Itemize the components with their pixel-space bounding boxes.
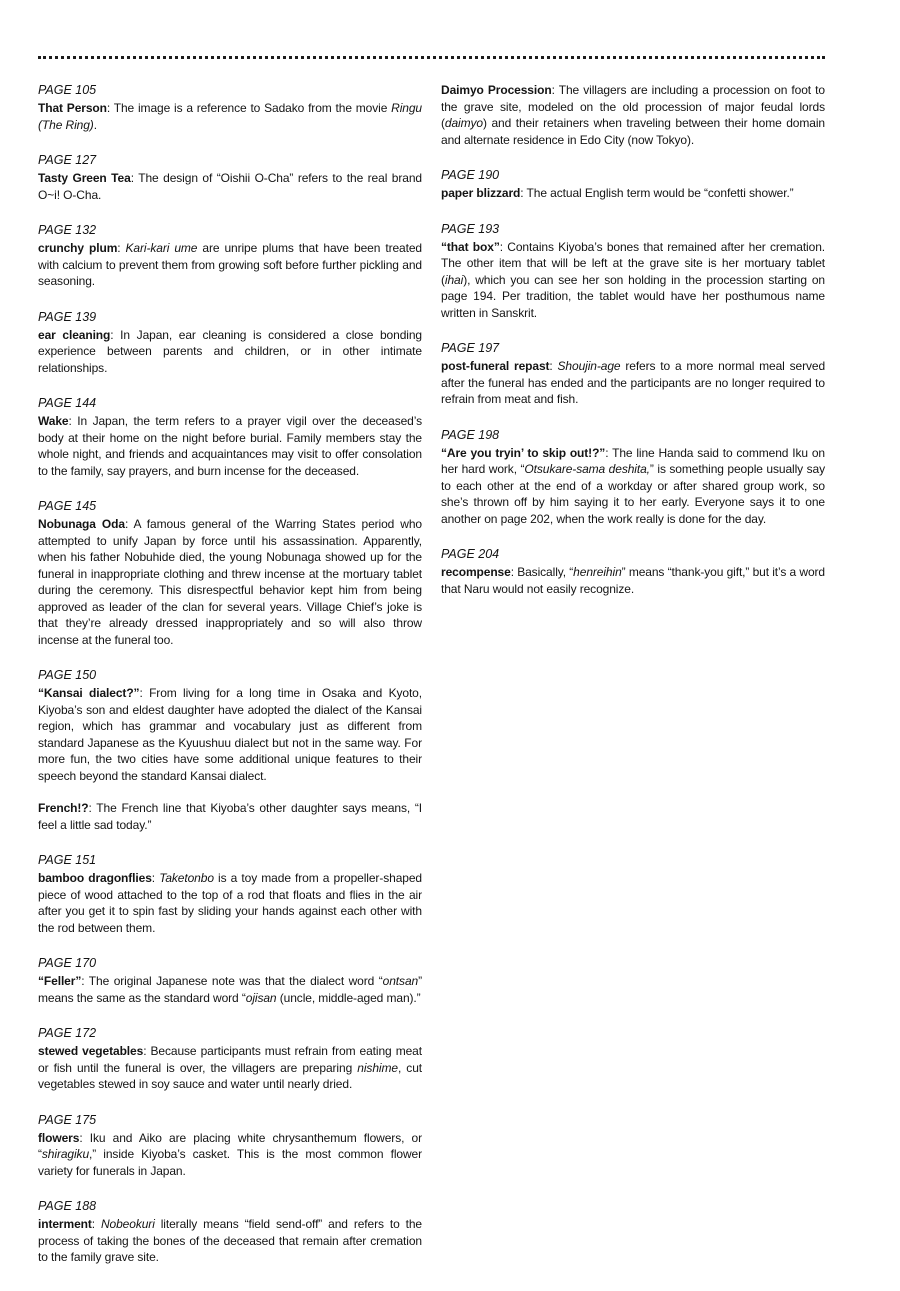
page-number-heading: PAGE 172 <box>38 1026 97 1040</box>
note-block <box>38 667 422 833</box>
note-text: . <box>93 117 97 132</box>
note-entry <box>38 413 422 479</box>
note-text: Shoujin-age <box>557 359 621 373</box>
note-text: daimyo <box>444 116 483 130</box>
notes-column-left <box>38 82 422 1285</box>
note-block <box>38 309 422 377</box>
page-number-heading: PAGE 190 <box>441 168 500 182</box>
note-term: recompense <box>441 565 511 579</box>
notes-columns <box>38 82 825 1285</box>
note-block <box>38 395 422 479</box>
note-text: Taketonbo <box>159 871 214 885</box>
note-text: : Iku and Aiko are placing white chrysanthemum flowers, or “ <box>38 1130 422 1161</box>
note-term: That Person <box>38 101 107 115</box>
page-number-heading: PAGE 127 <box>38 153 97 167</box>
note-text: ” means “thank-you gift,” but it’s a word that Naru would not easily recognize. <box>441 565 825 596</box>
note-text: ” means the same as the standard word “ <box>38 974 422 1005</box>
note-block <box>441 167 825 202</box>
note-text: : <box>549 359 558 373</box>
note-text: : The original Japanese note was that the dialect word “ <box>81 974 383 988</box>
page-number-heading: PAGE 145 <box>38 499 97 513</box>
note-text: is a toy made from a propeller-shaped piece of wood attached to the top of a rod that floats and flies in the air after you get it to spin fast by sliding your hands against each other with the rod between them. <box>38 871 422 935</box>
page-number-heading: PAGE 132 <box>38 223 97 237</box>
note-block <box>38 1025 422 1093</box>
note-text: Otsukare-sama deshita, <box>524 462 650 476</box>
note-block <box>441 340 825 408</box>
note-entry <box>441 185 825 202</box>
note-entry <box>38 516 422 648</box>
note-block <box>441 82 825 148</box>
note-text: : From living for a long time in Osaka and Kyoto, Kiyoba’s son and eldest daughter have adopted the dialect of the Kansai region, which has grammar and vocabulary just as different from standard Japanese as the Kyuushuu dialect but not in the same way. For more fun, the two cities have some additional unique features to their speech beyond the standard Kansai dialect. <box>38 686 422 783</box>
note-text: ihai <box>444 272 464 287</box>
note-term: Tasty Green Tea <box>38 171 131 185</box>
note-block <box>38 152 422 203</box>
note-entry <box>441 445 825 528</box>
note-term: stewed vegetables <box>38 1044 144 1058</box>
note-text: henreihin <box>573 565 622 579</box>
note-text: : <box>117 241 126 255</box>
note-entry <box>38 170 422 203</box>
page-number-heading: PAGE 105 <box>38 83 97 97</box>
note-text: ontsan <box>382 974 419 988</box>
note-text: , cut vegetables stewed in soy sauce and water until nearly dried. <box>38 1060 422 1091</box>
note-entry <box>441 358 825 408</box>
note-term: French!? <box>38 801 89 815</box>
page-number-heading: PAGE 144 <box>38 396 97 410</box>
page-number-heading: PAGE 175 <box>38 1112 97 1127</box>
note-text: shiragiku <box>41 1147 90 1161</box>
note-entry <box>441 564 825 597</box>
note-text: : The villagers are including a procession on foot to the grave site, modeled on the old procession of major feudal lords ( <box>441 83 825 130</box>
page-number-heading: PAGE 139 <box>38 309 97 324</box>
note-block <box>38 222 422 290</box>
note-text: refers to a more normal meal served after the funeral has ended and the participants are no longer required to refrain from meat and fish. <box>441 359 826 406</box>
note-entry <box>38 1130 422 1180</box>
note-block <box>38 1112 422 1180</box>
note-text: : A famous general of the Warring States period who attempted to unify Japan by force until his assassination. Apparently, when his father Nobuhide died, the young Nobunaga showed up for the funeral in inappropriate clothing and threw incense at the mortuary tablet during the ceremony. This disrespectful behavior kept him from being approved as leader of the clan for several years. Village Chief’s joke is that they’re already dressed inappropriately and so will also throw incense at the funeral too. <box>38 517 422 647</box>
note-block <box>441 221 825 322</box>
note-term: “Kansai dialect?” <box>38 686 140 700</box>
note-text: : Because participants must refrain from eating meat or fish until the funeral is over, the villagers are preparing <box>38 1044 422 1075</box>
page-number-heading: PAGE 170 <box>38 956 97 970</box>
note-term: interment <box>38 1217 92 1231</box>
note-text: : The actual English term would be “confetti shower.” <box>520 186 794 200</box>
note-text: : Contains Kiyoba’s bones that remained after her cremation. The other item that will be left at the grave site is her mortuary tablet ( <box>441 239 825 287</box>
note-text: : In Japan, ear cleaning is considered a close bonding experience between parents and children, or in other intimate relationships. <box>38 327 422 375</box>
note-text: ” is something people usually say to each other at the end of a workday or after shared group work, so she’s thrown off by him saying it to her early. Everyone says it to one another on page 202, when the work really is done for the day. <box>441 462 825 526</box>
note-text: ,” inside Kiyoba’s casket. This is the most common flower variety for funerals in Japan. <box>38 1147 422 1178</box>
note-term: “that box” <box>441 239 500 254</box>
note-block <box>38 852 422 936</box>
notes-column-right <box>441 82 825 616</box>
note-block <box>38 498 422 648</box>
note-entry <box>441 82 825 148</box>
note-term: Wake <box>38 414 69 428</box>
note-term: post-funeral repast <box>441 359 550 373</box>
note-entry <box>38 800 422 833</box>
note-term: ear cleaning <box>38 327 111 342</box>
note-text: : <box>91 1217 101 1231</box>
note-text: Ringu (The Ring) <box>38 101 422 132</box>
page-number-heading: PAGE 151 <box>38 853 97 867</box>
note-block <box>441 427 825 528</box>
note-term: crunchy plum <box>38 241 118 255</box>
note-text: nishime <box>357 1060 398 1075</box>
note-term: paper blizzard <box>441 186 521 200</box>
note-text: : The image is a reference to Sadako from the movie <box>106 101 392 115</box>
note-term: bamboo dragonflies <box>38 871 152 885</box>
note-text: : In Japan, the term refers to a prayer vigil over the deceased’s body at their home on the night before burial. Family members stay the whole night, and friends and acquaintances may visit to offer consolation to the family, say prayers, and burn incense for the deceased. <box>38 414 422 478</box>
note-entry <box>38 870 422 936</box>
page-number-heading: PAGE 204 <box>441 547 500 561</box>
note-term: Nobunaga Oda <box>38 517 125 531</box>
note-text: (uncle, middle-aged man).” <box>276 990 421 1005</box>
note-text: : The design of “Oishii O-Cha” refers to the real brand O~i! O-Cha. <box>38 171 422 202</box>
note-term: “Are you tryin’ to skip out!?” <box>441 445 606 460</box>
page-number-heading: PAGE 198 <box>441 427 500 442</box>
note-entry <box>38 1043 422 1093</box>
note-text: literally means “field send-off” and refers to the process of taking the bones of the deceased that remain after cremation to the family grave site. <box>38 1217 422 1264</box>
note-block <box>441 546 825 597</box>
note-term: flowers <box>38 1130 80 1145</box>
note-entry <box>441 239 825 322</box>
note-text: : The line Handa said to commend Iku on her hard work, “ <box>441 445 825 476</box>
note-entry <box>38 240 422 290</box>
page-number-heading: PAGE 193 <box>441 221 500 236</box>
note-entry <box>38 1216 422 1266</box>
note-text: : <box>151 871 160 885</box>
note-text: : The French line that Kiyoba’s other daughter says means, “I feel a little sad today.” <box>38 801 422 832</box>
note-entry <box>38 973 422 1006</box>
page-number-heading: PAGE 197 <box>441 341 500 355</box>
note-text: ojisan <box>245 990 277 1005</box>
dotted-divider <box>38 56 825 60</box>
note-text: ), which you can see her son holding in the procession starting on page 194. Per tradition, the tablet would have her posthumous name written in Sanskrit. <box>441 272 825 320</box>
note-term: Daimyo Procession <box>441 83 552 97</box>
page-number-heading: PAGE 188 <box>38 1199 97 1213</box>
page-number-heading: PAGE 150 <box>38 668 97 682</box>
note-text: Kari-kari ume <box>125 241 198 255</box>
note-block <box>38 82 422 133</box>
note-text: : Basically, “ <box>510 565 574 579</box>
note-entry <box>38 685 422 784</box>
note-block <box>38 955 422 1006</box>
note-term: “Feller” <box>38 974 82 988</box>
note-entry <box>38 327 422 377</box>
note-text: ) and their retainers when traveling between their home domain and alternate residence in Edo City (now Tokyo). <box>441 116 825 147</box>
note-text: Nobeokuri <box>100 1217 155 1231</box>
note-entry <box>38 100 422 133</box>
note-block <box>38 1198 422 1266</box>
note-text: are unripe plums that have been treated with calcium to prevent them from growing soft before further pickling and seasoning. <box>38 241 422 288</box>
